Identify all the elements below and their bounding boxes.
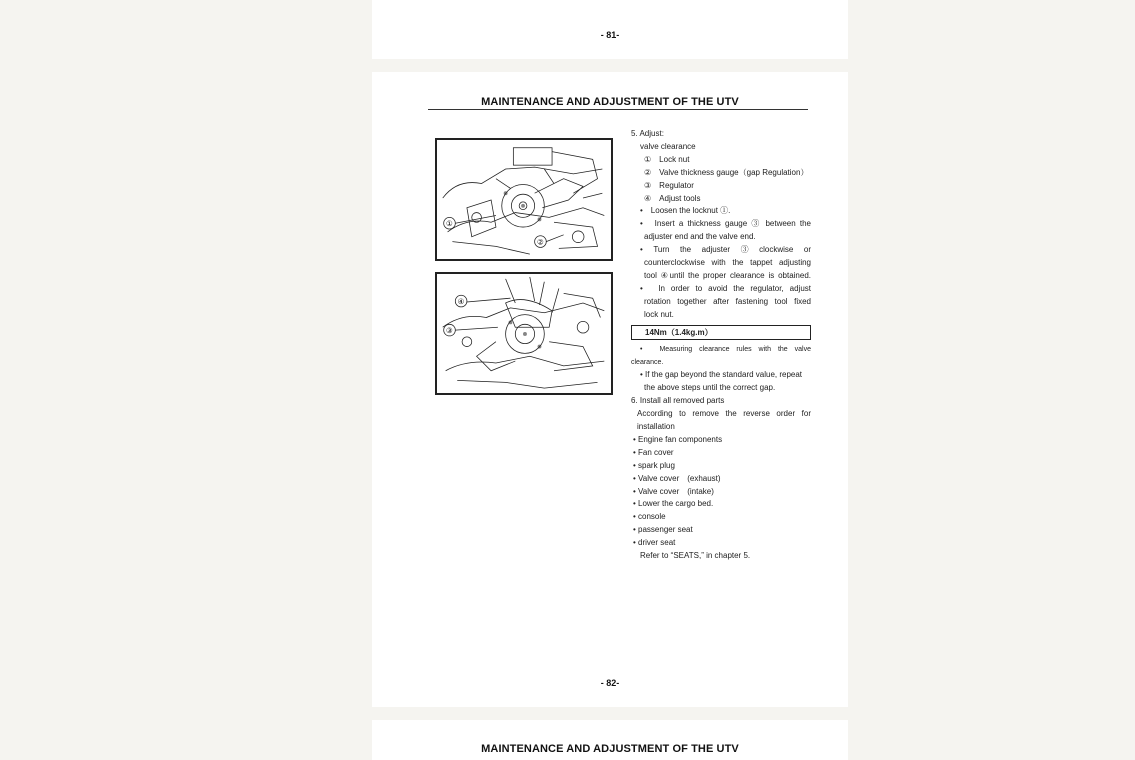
page-heading: MAINTENANCE AND ADJUSTMENT OF THE UTV bbox=[481, 96, 739, 108]
callout-4: ④ bbox=[457, 296, 465, 306]
legend-item: ② Valve thickness gauge（gap Regulation） bbox=[644, 167, 809, 177]
text-line: clearance. bbox=[631, 358, 664, 366]
page-82 bbox=[372, 72, 848, 707]
part-item: • Engine fan components bbox=[633, 434, 723, 444]
part-item: • spark plug bbox=[633, 460, 675, 470]
part-item: • Valve cover (intake) bbox=[633, 486, 714, 496]
page-number: - 81- bbox=[600, 30, 620, 40]
heading-rule bbox=[428, 109, 808, 110]
legend-item: ③ Regulator bbox=[644, 180, 694, 190]
bullet-line: • Measuring clearance rules with the valve bbox=[640, 345, 811, 353]
step-6-title: 6. Install all removed parts bbox=[631, 396, 725, 406]
text-line: the above steps until the correct gap. bbox=[644, 383, 776, 393]
part-item: • Valve cover (exhaust) bbox=[633, 473, 721, 483]
text-line: valve clearance bbox=[640, 141, 696, 151]
part-item: • console bbox=[633, 512, 666, 522]
callout-1: ① bbox=[446, 219, 453, 229]
legend-item: ① Lock nut bbox=[644, 154, 690, 164]
callout-3: ③ bbox=[446, 326, 453, 336]
bullet-line: • If the gap beyond the standard value, repeat bbox=[640, 370, 803, 380]
bullet-line: • Loosen the locknut ①. bbox=[640, 206, 731, 216]
part-item: • passenger seat bbox=[633, 525, 693, 535]
text-line: rotation together after fastening tool fixed bbox=[644, 296, 811, 306]
text-line: installation bbox=[637, 422, 675, 432]
text-line: lock nut. bbox=[644, 309, 674, 319]
bullet-line: • Turn the adjuster ③ clockwise or bbox=[640, 245, 811, 255]
text-line: adjuster end and the valve end. bbox=[644, 232, 756, 242]
page-81 bbox=[372, 0, 848, 59]
valve-adjust-figure-top bbox=[435, 138, 613, 261]
valve-adjust-diagram-bottom-icon bbox=[437, 274, 611, 393]
bullet-line: • In order to avoid the regulator, adjust bbox=[640, 283, 811, 293]
part-item: • Lower the cargo bed. bbox=[633, 499, 714, 509]
valve-adjust-diagram-top-icon bbox=[437, 140, 611, 259]
reference-note: Refer to “SEATS,” in chapter 5. bbox=[640, 551, 751, 561]
part-item: • driver seat bbox=[633, 538, 676, 548]
bullet-line: • Insert a thickness gauge ③ between the bbox=[640, 219, 811, 229]
legend-item: ④ Adjust tools bbox=[644, 193, 701, 203]
callout-2: ② bbox=[536, 237, 544, 247]
part-item: • Fan cover bbox=[633, 447, 674, 457]
page-heading: MAINTENANCE AND ADJUSTMENT OF THE UTV bbox=[481, 743, 739, 755]
valve-adjust-figure-bottom bbox=[435, 272, 613, 395]
torque-spec-box: 14Nm（1.4kg.m） bbox=[631, 325, 811, 340]
page-83 bbox=[372, 720, 848, 760]
page-number: - 82- bbox=[600, 678, 620, 688]
text-line: counterclockwise with the tappet adjusting bbox=[644, 258, 811, 268]
text-line: According to remove the reverse order for bbox=[637, 409, 811, 419]
step-5-title: 5. Adjust: bbox=[631, 129, 664, 138]
instructions-column bbox=[631, 128, 811, 563]
text-line: tool ④until the proper clearance is obtained. bbox=[644, 270, 811, 280]
